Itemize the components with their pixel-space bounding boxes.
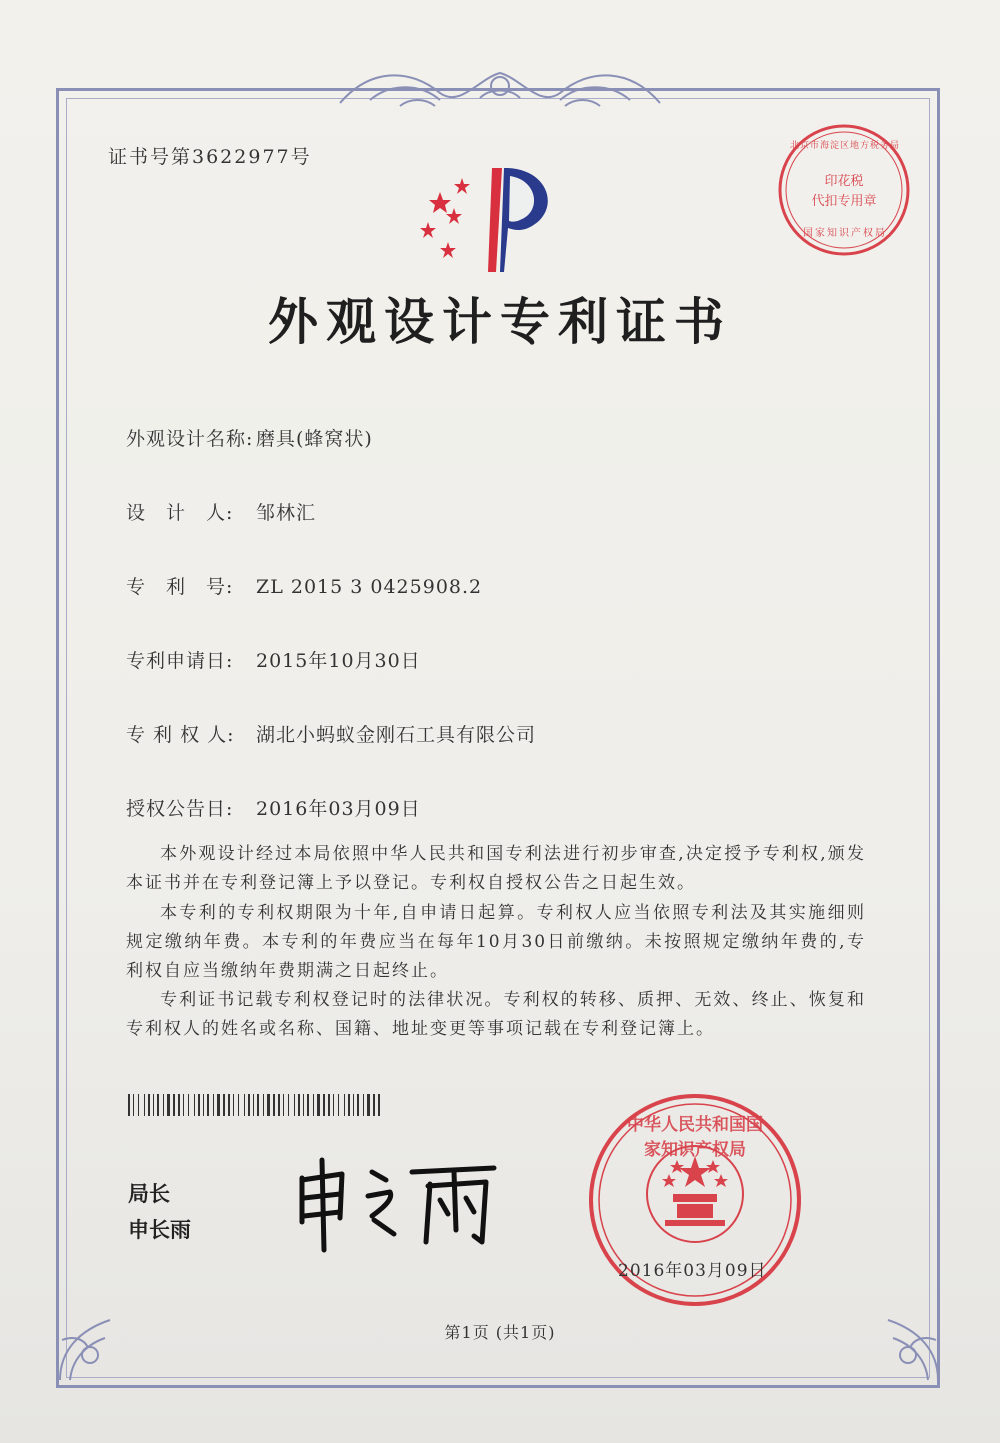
field-patentee <box>126 720 536 747</box>
tax-stamp-inner-line-2: 代扣专用章 <box>811 194 877 209</box>
body-paragraph: 本专利的专利权期限为十年,自申请日起算。专利权人应当依照专利法及其实施细则规定缴纳年费。本专利的年费应当在每年10月30日前缴纳。未按照规定缴纳年费的,专利权自应当缴纳年费期满之日起终止。 <box>126 903 866 981</box>
bottom-left-ornament-icon <box>50 1300 140 1390</box>
director-title: 局长 <box>128 1182 170 1206</box>
field-value: ZL 2015 3 0425908.2 <box>256 576 483 598</box>
body-paragraph: 本外观设计经过本局依照中华人民共和国专利法进行初步审查,决定授予专利权,颁发本证书并在专利登记簿上予以登记。专利权自授权公告之日起生效。 <box>126 844 866 893</box>
field-value: 2016年03月09日 <box>256 798 421 820</box>
body-paragraph: 专利证书记载专利权登记时的法律状况。专利权的转移、质押、无效、终止、恢复和专利权人的姓名或名称、国籍、地址变更等事项记载在专利登记簿上。 <box>126 990 866 1039</box>
field-label: 专 利 号: <box>126 576 234 598</box>
field-grant-date <box>126 794 421 821</box>
field-value: 2015年10月30日 <box>256 650 421 672</box>
barcode-icon <box>128 1094 384 1116</box>
field-label: 授权公告日: <box>126 798 234 820</box>
director-name: 申长雨 <box>128 1218 191 1242</box>
field-label: 专 利 权 人: <box>126 724 235 746</box>
field-label: 专利申请日: <box>126 650 234 672</box>
certificate-number: 证书号第3622977号 <box>108 146 312 168</box>
field-value: 磨具(蜂窝状) <box>256 428 373 450</box>
bottom-right-ornament-icon <box>858 1300 948 1390</box>
page-number: 第1页 (共1页) <box>444 1323 556 1342</box>
seal-text: 中华人民共和国国家知识产权局 <box>627 1115 763 1160</box>
patent-office-logo-icon <box>410 160 580 280</box>
field-designer <box>126 498 316 525</box>
field-label: 外观设计名称: <box>126 428 254 450</box>
tax-stamp-outer-text: 北京市海淀区地方税务局 <box>790 141 901 151</box>
field-value: 湖北小蚂蚁金刚石工具有限公司 <box>256 724 537 746</box>
field-value: 邹林汇 <box>256 502 317 524</box>
tax-stamp-inner-line-1: 印花税 <box>824 174 864 189</box>
field-design-name <box>126 424 373 451</box>
signature-icon <box>290 1150 510 1260</box>
top-ornament-icon <box>330 58 670 118</box>
field-patent-number <box>126 572 482 599</box>
field-application-date <box>126 646 421 673</box>
field-label: 设 计 人: <box>126 502 234 524</box>
tax-stamp-bottom-text: 国家知识产权局 <box>803 228 887 239</box>
certificate-title: 外观设计专利证书 <box>268 293 732 351</box>
seal-date: 2016年03月09日 <box>618 1261 767 1281</box>
